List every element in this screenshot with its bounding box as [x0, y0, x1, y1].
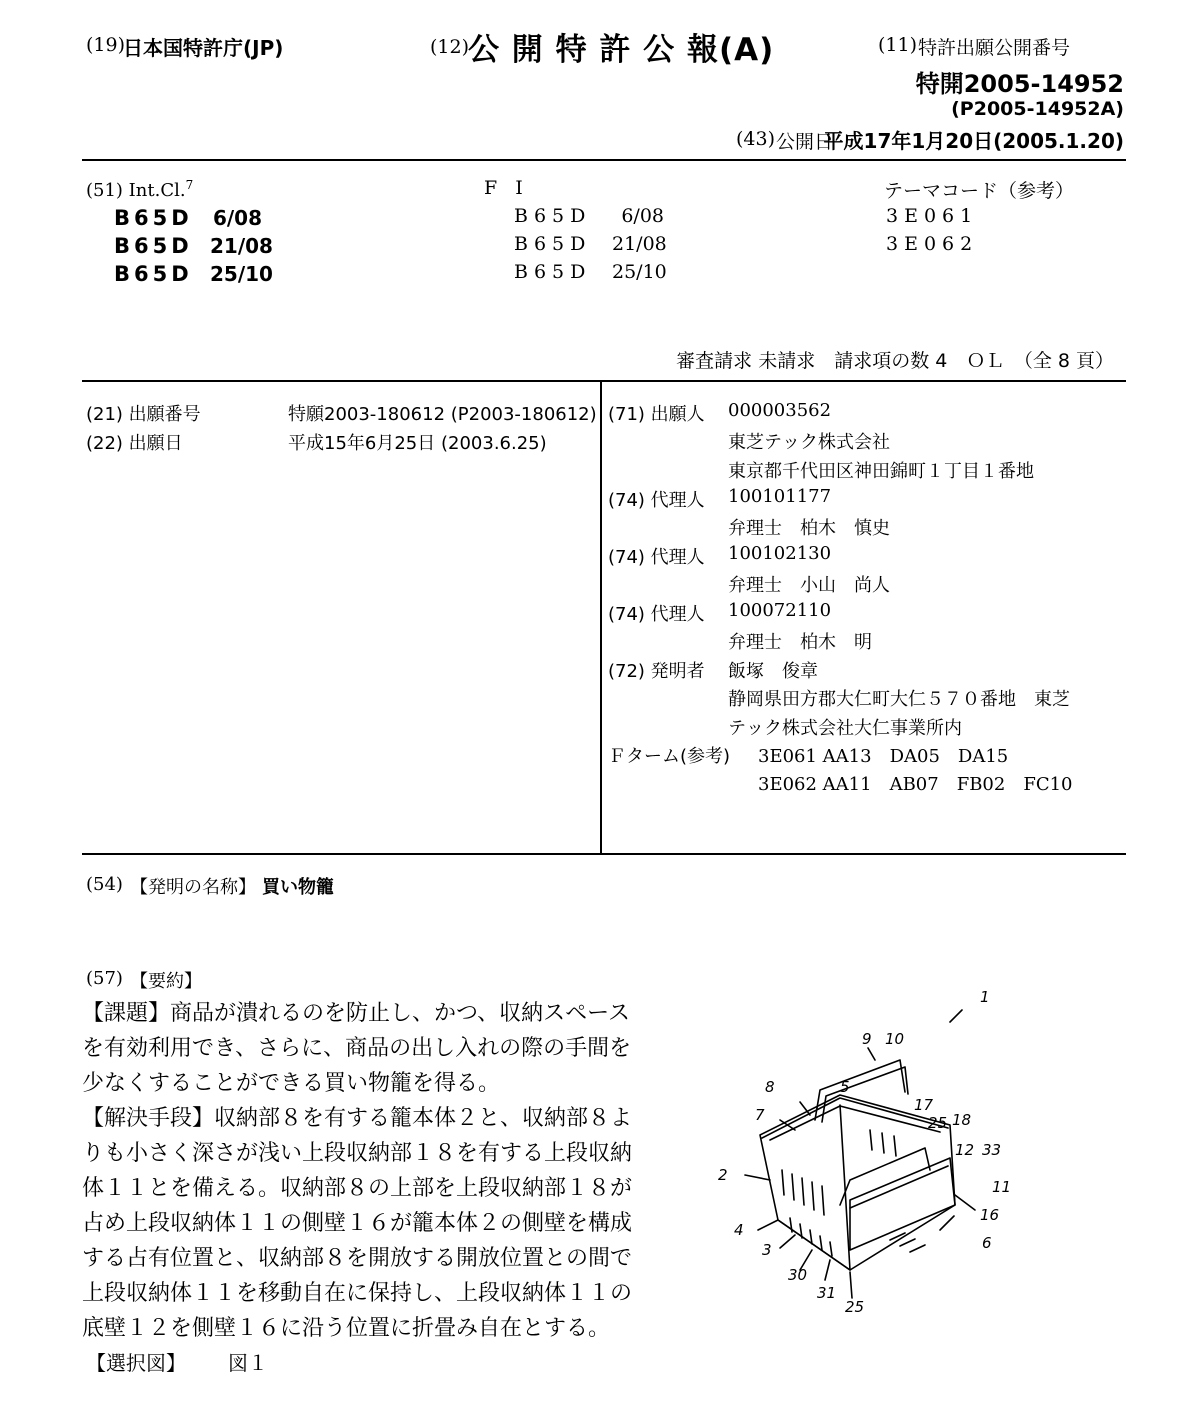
handle: [840, 1148, 930, 1205]
selected-figure: 図１: [228, 1351, 268, 1375]
abstract-line: 少なくすることができる買い物籠を得る。: [82, 1071, 501, 1096]
party-value: 弁理士 柏木 明: [728, 632, 872, 653]
party-value: 弁理士 柏木 慎史: [728, 518, 890, 539]
fi-label: F I: [484, 177, 529, 199]
publication-type-number: (12): [430, 36, 470, 58]
ref-numeral: 25: [928, 1114, 948, 1132]
party-value: 100101177: [728, 486, 832, 507]
party-label: (72) 発明者: [608, 661, 705, 682]
reference-numerals: [718, 988, 1011, 1316]
ref-numeral: 16: [980, 1206, 1000, 1224]
biblio-bottom-divider: [82, 853, 1126, 855]
ref-numeral: 30: [788, 1266, 808, 1284]
title-number: (54): [86, 874, 123, 895]
fi-code: B65D: [514, 261, 592, 283]
ref-numeral: 5: [840, 1078, 850, 1096]
ref-numeral: 10: [885, 1030, 905, 1048]
party-label: (74) 代理人: [608, 490, 705, 511]
ref-numeral: 1: [980, 988, 990, 1006]
publication-number-label: 特許出願公開番号: [918, 37, 1071, 59]
office-number: (19): [86, 34, 126, 56]
party-value: 弁理士 小山 尚人: [728, 575, 890, 596]
intcl-number: 25/10: [210, 262, 273, 286]
fterm-label: Ｆターム(参考): [608, 746, 731, 767]
party-label: (74) 代理人: [608, 547, 705, 568]
intcl-number: 6/08: [212, 206, 262, 230]
ref-numeral: 25: [845, 1298, 865, 1316]
patent-office: 日本国特許庁(JP): [123, 36, 284, 60]
basket-figure: [700, 980, 1040, 1350]
publication-date-label: 公開日: [776, 131, 834, 153]
abstract-line: りも小さく深さが浅い上段収納部１８を有する上段収納: [82, 1141, 633, 1166]
intcl-code: B65D: [114, 206, 193, 230]
abstract-number: (57): [86, 968, 123, 989]
ref-numeral: 11: [992, 1178, 1012, 1196]
publication-date: 平成17年1月20日(2005.1.20): [823, 129, 1124, 153]
title-label: 【発明の名称】: [130, 877, 256, 898]
ref-numeral: 8: [765, 1078, 775, 1096]
party-value: 東芝テック株式会社: [728, 432, 890, 453]
ref-numeral: 4: [734, 1221, 744, 1239]
upper-tray-rim: [850, 1166, 948, 1208]
intcl-code: B65D: [114, 234, 193, 258]
ref-numeral: 17: [914, 1096, 934, 1114]
abstract-label: 【要約】: [130, 971, 202, 992]
basket-front-edge: [778, 1220, 850, 1270]
ref-numeral: 31: [817, 1284, 837, 1302]
application-date: 平成15年6月25日 (2003.6.25): [288, 433, 547, 454]
party-value: 000003562: [728, 400, 832, 421]
publication-type: 公 開 特 許 公 報(A): [468, 32, 775, 68]
application-date-label: (22) 出願日: [86, 433, 183, 454]
fi-number: 21/08: [612, 233, 667, 255]
intcl-code: B65D: [114, 262, 193, 286]
publication-date-number: (43): [736, 128, 776, 150]
ref-numeral: 18: [952, 1111, 972, 1129]
party-value: 100102130: [728, 543, 832, 564]
examination-status: 審査請求 未請求 請求項の数 4 ＯＬ （全 8 頁）: [676, 350, 1114, 372]
party-value: 東京都千代田区神田錦町１丁目１番地: [728, 461, 1034, 482]
ref-numeral: 7: [755, 1106, 765, 1124]
fterm-line: 3E061 AA13 DA05 DA15: [758, 746, 1009, 767]
ref-numeral: 33: [982, 1141, 1002, 1159]
header-divider: [82, 159, 1126, 161]
fi-number: 25/10: [612, 261, 667, 283]
abstract-line: 【解決手段】収納部８を有する籠本体２と、収納部８よ: [82, 1106, 633, 1131]
selected-figure-label: 【選択図】: [86, 1351, 186, 1375]
invention-title: 買い物籠: [262, 877, 334, 898]
upper-tray: [850, 1158, 955, 1250]
biblio-top-divider: [82, 380, 1126, 382]
intcl-label: (51) Int.Cl.$^7$: [86, 178, 194, 201]
ref-numeral: 9: [862, 1030, 872, 1048]
party-value: テック株式会社大仁事業所内: [728, 718, 962, 739]
abstract-line: 底壁１２を側壁１６に沿う位置に折畳み自在とする。: [82, 1316, 611, 1341]
fterm-line: 3E062 AA11 AB07 FB02 FC10: [758, 774, 1073, 795]
basket-corner: [840, 1105, 850, 1270]
theme-code-label: テーマコード（参考）: [884, 180, 1075, 202]
fi-code: B65D: [514, 205, 592, 227]
abstract-line: 体１１とを備える。収納部８の上部を上段収納部１８が: [82, 1176, 633, 1201]
abstract-line: を有効利用でき、さらに、商品の出し入れの際の手間を: [82, 1036, 632, 1061]
ref-numeral: 2: [718, 1166, 728, 1184]
publication-number-label-number: (11): [878, 34, 918, 56]
theme-code: 3E061: [886, 205, 979, 227]
ref-numeral: 12: [955, 1141, 975, 1159]
party-label: (74) 代理人: [608, 604, 705, 625]
abstract-line: 占め上段収納体１１の側壁１６が籠本体２の側壁を構成: [82, 1211, 633, 1236]
publication-number-alt: (P2005-14952A): [951, 98, 1124, 120]
application-number: 特願2003-180612 (P2003-180612): [288, 404, 597, 425]
biblio-column-divider: [600, 380, 602, 854]
abstract-line: 上段収納体１１を移動自在に保持し、上段収納体１１の: [82, 1281, 633, 1306]
party-value: 静岡県田方郡大仁町大仁５７０番地 東芝: [728, 689, 1070, 710]
ref-numeral: 3: [762, 1241, 772, 1259]
party-label: (71) 出願人: [608, 404, 705, 425]
abstract-line: する占有位置と、収納部８を開放する開放位置との間で: [82, 1246, 633, 1271]
intcl-superscript: 7: [185, 178, 194, 192]
intcl-number: 21/08: [210, 234, 273, 258]
fi-code: B65D: [514, 233, 592, 255]
publication-number: 特開2005-14952: [915, 70, 1124, 98]
ref-numeral: 6: [982, 1234, 992, 1252]
application-number-label: (21) 出願番号: [86, 404, 201, 425]
leader-lines: [745, 1010, 975, 1298]
fi-number: 6/08: [621, 205, 664, 227]
party-value: 100072110: [728, 600, 832, 621]
abstract-line: 【課題】商品が潰れるのを防止し、かつ、収納スペース: [82, 1001, 631, 1026]
party-value: 飯塚 俊章: [728, 661, 818, 682]
theme-code: 3E062: [886, 233, 979, 255]
